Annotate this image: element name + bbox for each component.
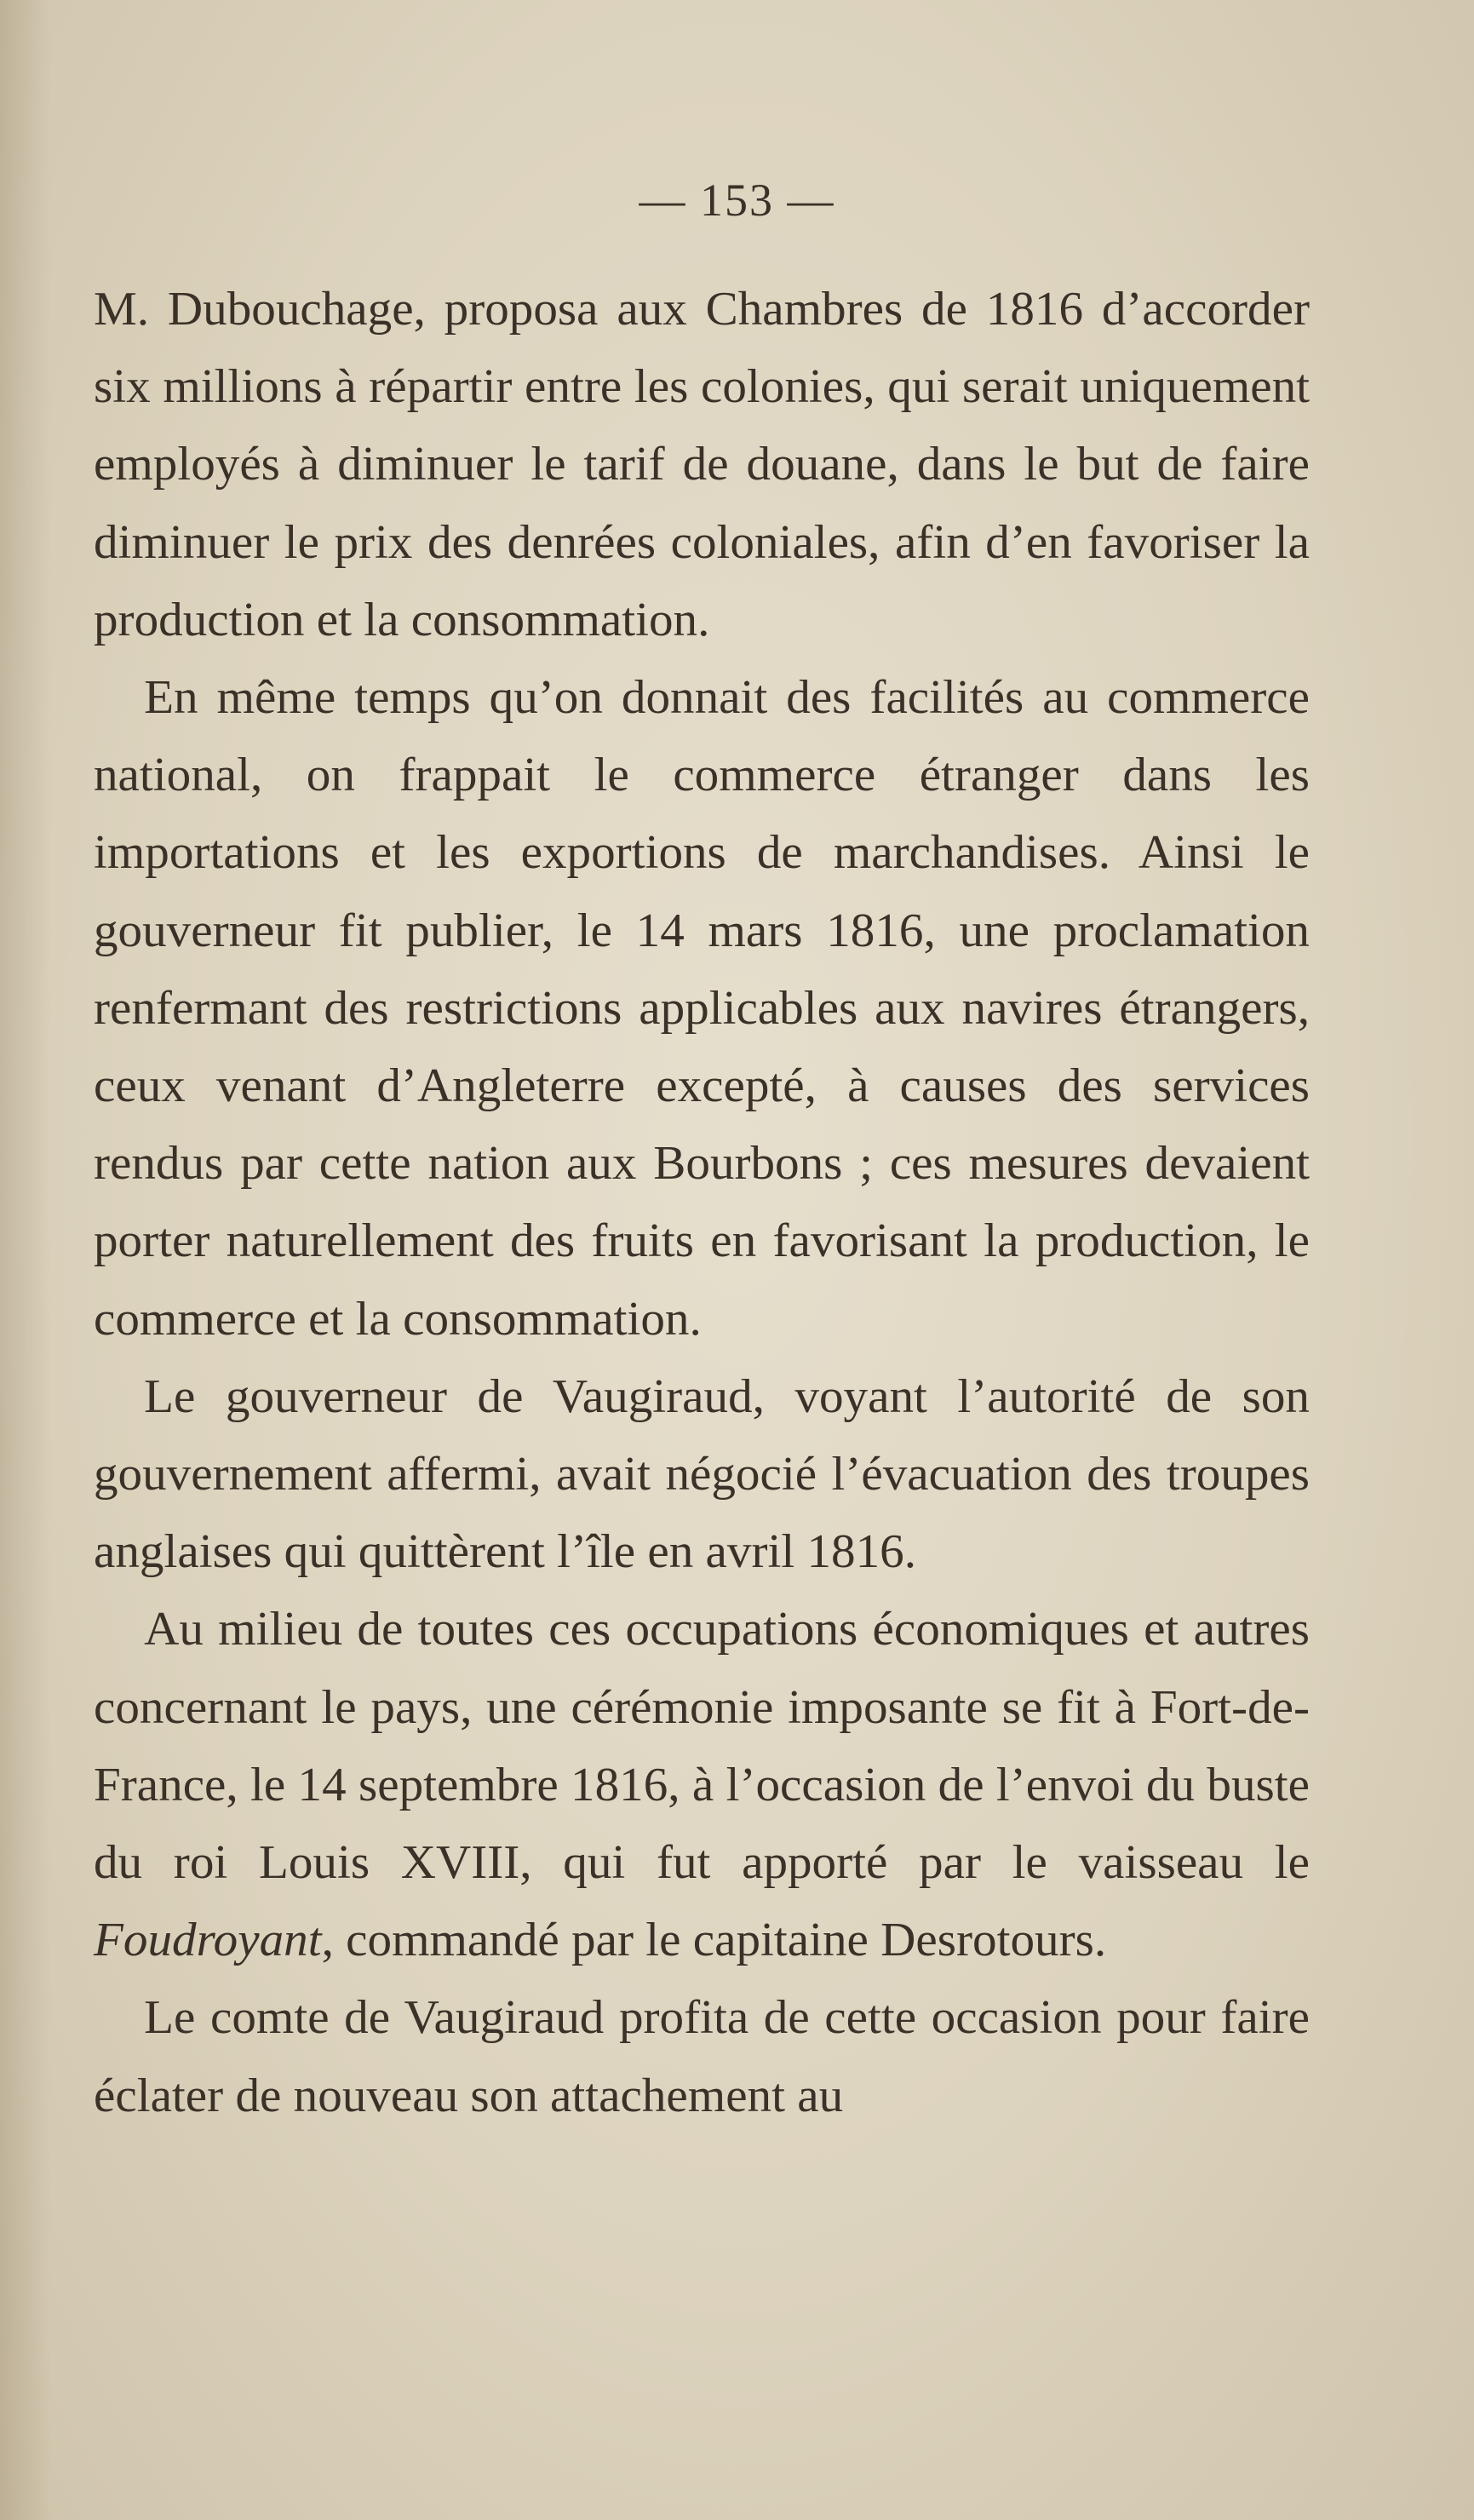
paragraph-text: , commandé par le capitaine Desrotours. (321, 1914, 1107, 1967)
body-text (94, 271, 1310, 2135)
paragraph-2 (94, 659, 1310, 1358)
paragraph-text: M. Dubouchage, proposa aux Chambres de 1816 d’accorder six millions à répartir entre les colonies, qui serait uniquement employés à diminuer le tarif de douane, dans le but de faire diminuer le prix des denrées coloniales, afin d’en favoriser la production et la consommation. (94, 283, 1310, 646)
paragraph-5 (94, 1979, 1310, 2134)
page-edge-shadow (0, 0, 51, 2520)
paragraph-text: Le gouverneur de Vaugiraud, voyant l’autorité de son gouvernement affermi, avait négocié l’évacuation des troupes anglaises qui quittèrent l’île en avril 1816. (94, 1369, 1310, 1579)
paragraph-text: Le comte de Vaugiraud profita de cette occasion pour faire éclater de nouveau son attachement au (94, 1991, 1310, 2122)
paragraph-3 (94, 1358, 1310, 1592)
paragraph-1 (94, 271, 1310, 659)
paragraph-4 (94, 1591, 1310, 1979)
page-number: — 153 — (639, 175, 835, 226)
paragraph-text: En même temps qu’on donnait des facilités au commerce national, on frappait le commerce étranger dans les importations et les exportions de marchandises. Ainsi le gouverneur fit publier, le 14 mars 1816, une proclamation renfermant des restrictions applicables aux navires étrangers, ceux venant d’Angleterre excepté, à causes des services rendus par cette nation aux Bourbons ; ces mesures devaient porter naturellement des fruits en favorisant la production, le commerce et la consommation. (94, 671, 1310, 1346)
paragraph-text: Au milieu de toutes ces occupations économiques et autres concernant le pays, une cérémonie imposante se fit à Fort-de-France, le 14 septembre 1816, à l’occasion de l’envoi du buste du roi Louis XVIII, qui fut apporté par le vaisseau le (94, 1603, 1310, 1890)
ship-name: Foudroyant (94, 1914, 322, 1967)
